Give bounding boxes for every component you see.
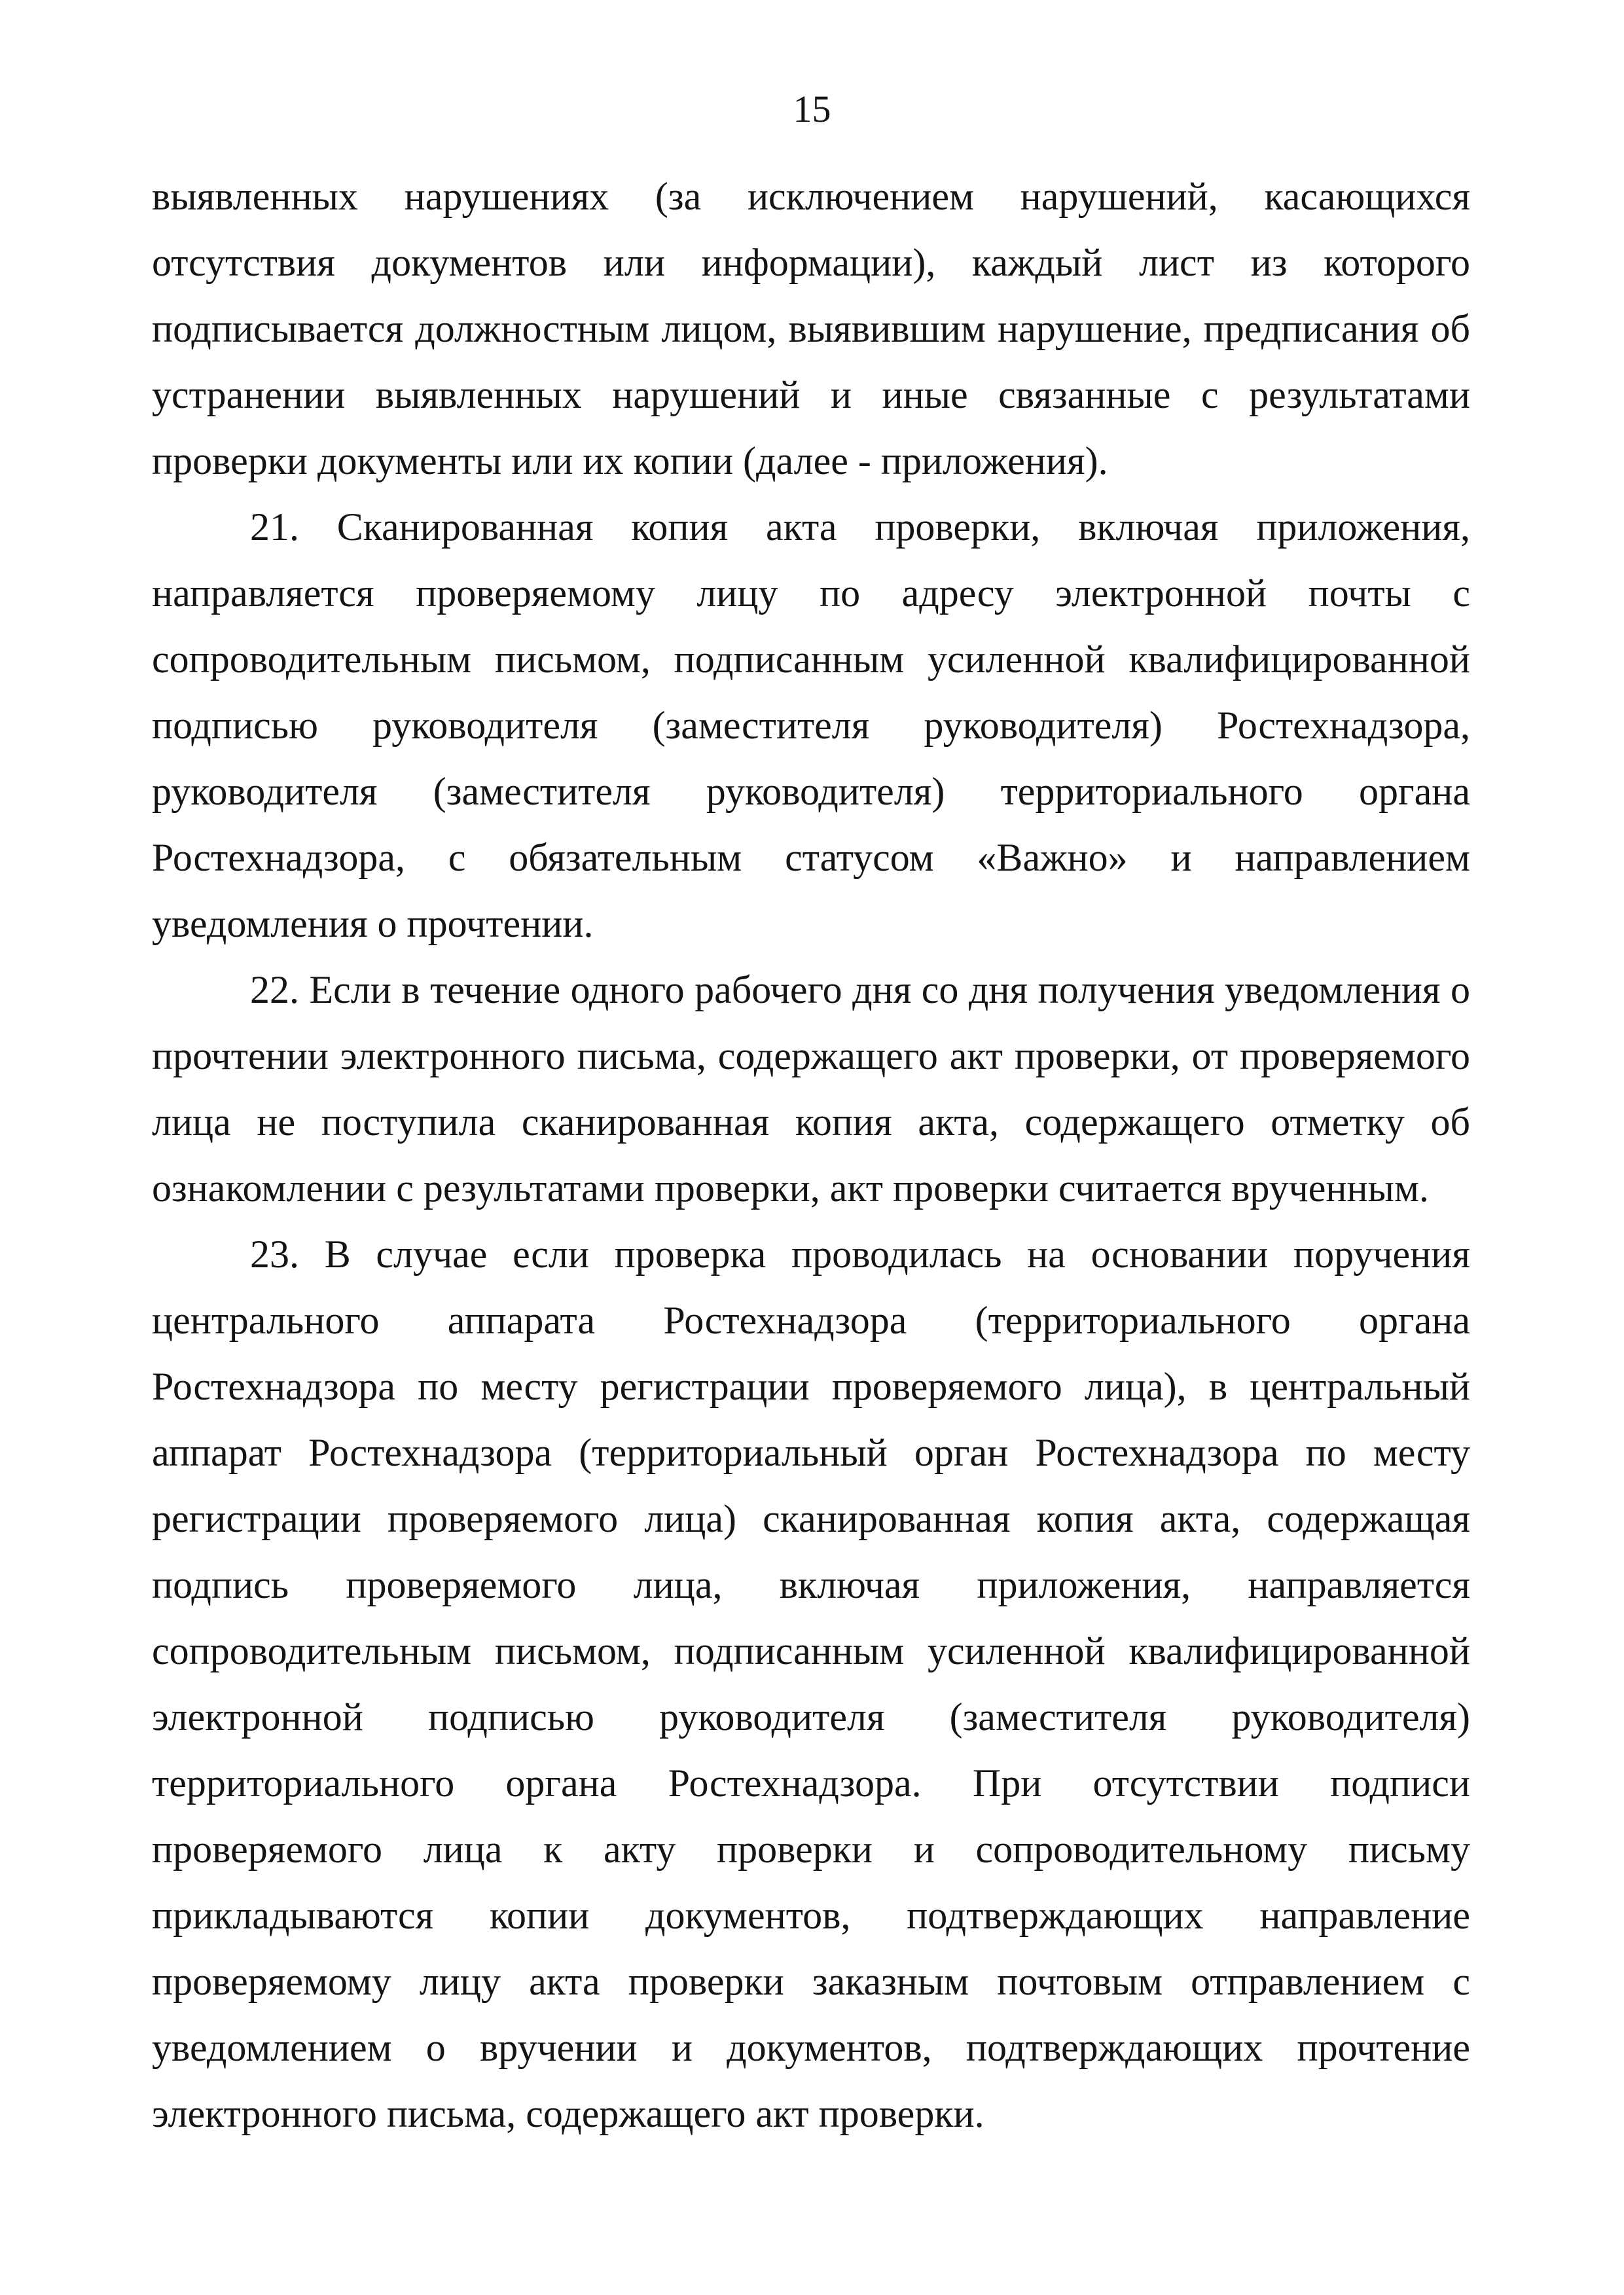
page-number: 15 [793,88,831,130]
paragraph-22: 22. Если в течение одного рабочего дня со дня получения уведомления о прочтении электронного письма, содержащего акт проверки, от проверяемого лица не поступила сканированная копия акта, содержащего отметку об ознакомлении с результатами проверки, акт проверки считается врученным. [152,968,1470,1210]
paragraph-continuation: выявленных нарушениях (за исключением нарушений, касающихся отсутствия документов или информации), каждый лист из которого подписывается должностным лицом, выявившим нарушение, предписания об устранении выявленных нарушений и иные связанные с результатами проверки документы или их копии (далее - приложения). [152,175,1470,482]
paragraph-23: 23. В случае если проверка проводилась на основании поручения центрального аппарата Ростехнадзора (территориального органа Ростехнадзора по месту регистрации проверяемого лица), в центральный аппарат Ростехнадзора (территориальный орган Ростехнадзора по месту регистрации проверяемого лица) сканированная копия акта, содержащая подпись проверяемого лица, включая приложения, направляется сопроводительным письмом, подписанным усиленной квалифицированной электронной подписью руководителя (заместителя руководителя) территориального органа Ростехнадзора. При отсутствии подписи проверяемого лица к акту проверки и сопроводительному письму прикладываются копии документов, подтверждающих направление проверяемому лицу акта проверки заказным почтовым отправлением с уведомлением о вручении и документов, подтверждающих прочтение электронного письма, содержащего акт проверки. [152,1233,1470,2135]
document-body [152,164,1470,2147]
paragraph-21: 21. Сканированная копия акта проверки, включая приложения, направляется проверяемому лицу по адресу электронной почты с сопроводительным письмом, подписанным усиленной квалифицированной подписью руководителя (заместителя руководителя) Ростехнадзора, руководителя (заместителя руководителя) территориального органа Ростехнадзора, с обязательным статусом «Важно» и направлением уведомления о прочтении. [152,505,1470,945]
